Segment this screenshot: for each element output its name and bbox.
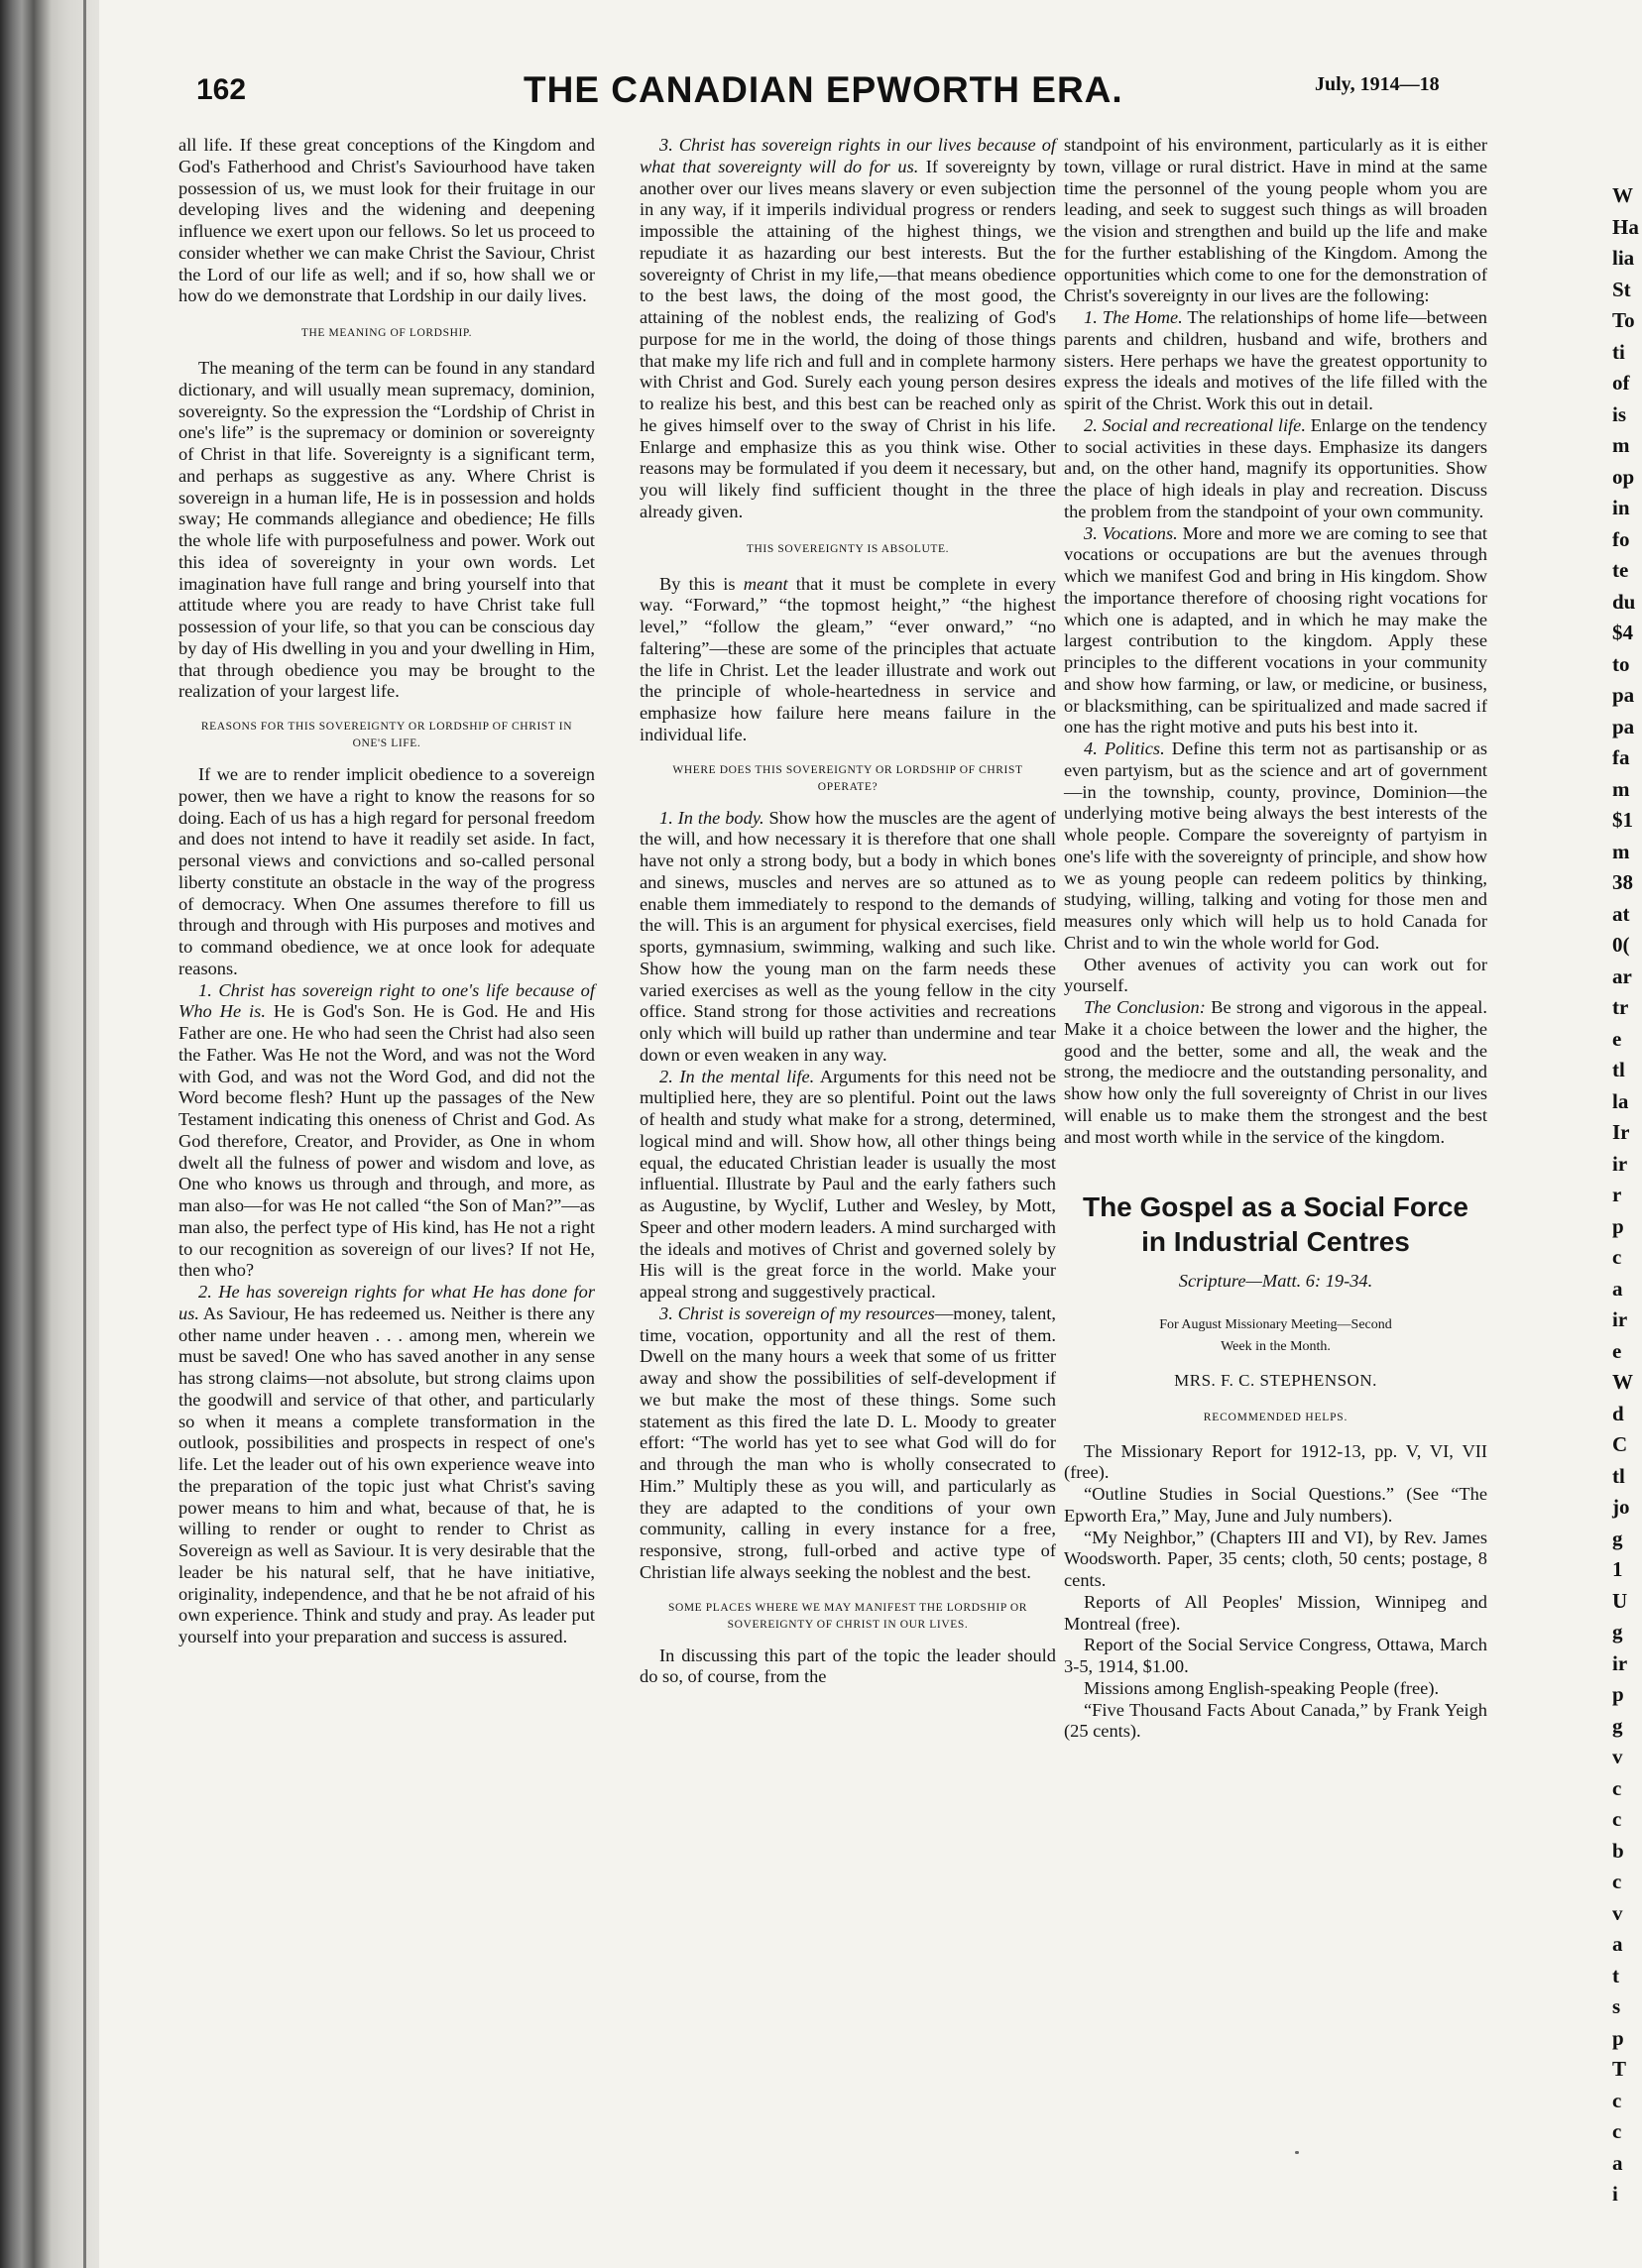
column-1	[178, 135, 595, 1648]
help-item: Reports of All Peoples' Mission, Winnipeg and Montreal (free).	[1064, 1591, 1487, 1634]
adjacent-page-fragment: fo	[1612, 526, 1630, 551]
adjacent-page-fragment: tl	[1612, 1058, 1625, 1081]
column-2	[640, 135, 1056, 1688]
adjacent-page-fragment: a	[1612, 1276, 1623, 1301]
column-3	[1064, 135, 1487, 1743]
paragraph	[178, 1282, 595, 1648]
paragraph-text: As Saviour, He has redeemed us. Neither is there any other name under heaven . . . among men, wherein we must be saved! One who has saved another in any sense has strong claims—not absolute, but strong claims upon the goodwill and service of that other, and particularly so when it means a complete transformation in the outlook, possibilities and prospects in respect of one's life. Let the leader out of his own experience weave into the preparation of the topic just what Christ's saving power means to him and what, because of that, he is willing to render or ought to render to Christ as Sovereign as well as Saviour. It is very desirable that the leader be his natural self, that he have initiative, originality, independence, and that he be not afraid of his own experience. Think and study and pray. As leader put yourself into your preparation and success is assured.	[178, 1303, 595, 1646]
adjacent-page-fragment: 1	[1612, 1557, 1623, 1581]
paragraph: Other avenues of activity you can work out for yourself.	[1064, 954, 1487, 996]
adjacent-page-fragment: Ha	[1612, 214, 1639, 239]
article-author: MRS. F. C. STEPHENSON.	[1174, 1371, 1377, 1390]
help-item: “Outline Studies in Social Questions.” (See “The Epworth Era,” May, June and July numbers).	[1064, 1484, 1487, 1526]
adjacent-page-fragment: r	[1612, 1183, 1622, 1206]
adjacent-page-fragment: du	[1612, 589, 1636, 614]
adjacent-page-fragment: U	[1612, 1588, 1628, 1613]
paragraph	[640, 135, 1056, 523]
paragraph-text: By this is	[659, 573, 744, 594]
paragraph-text: He is God's Son. He is God. He and His Father are one. He who had seen the Christ had also seen the Father. Was He not the Word, and was not the Word with God, and was not the Word God, and did not the Word become flesh? Hunt up the passages of the New Testament indicating this oneness of Christ and God. As God therefore, Creator, and Provider, as One in whom dwelt all the fulness of power and wisdom and love, as One who knows us through and through, and more, as man also—for was He not called “the Son of Man?”—as man also, the perfect type of His kind, has He not a right to our recognition as sovereign of our lives? If not He, then who?	[178, 1001, 595, 1281]
adjacent-page-fragment: m	[1612, 776, 1630, 801]
section-heading: REASONS FOR THIS SOVEREIGNTY OR LORDSHIP OF CHRIST IN ONE'S LIFE.	[200, 721, 573, 749]
adjacent-page-fragment: W	[1612, 1370, 1633, 1394]
paragraph	[640, 1067, 1056, 1304]
paragraph-text: Be strong and vigorous in the appeal. Make it a choice between the lower and the higher, the good and the better, some and all, the weak and the strong, the mediocre and the outstanding personality, and show how only the full sovereignty of Christ in our lives will enable us to make them the strongest and the best and most worth while in the service of the kingdom.	[1064, 997, 1487, 1147]
point-heading: 1. In the body.	[659, 807, 764, 828]
adjacent-page-fragment: g	[1612, 1713, 1623, 1738]
adjacent-page-fragment: lia	[1612, 246, 1635, 270]
adjacent-page-fragment: te	[1612, 558, 1629, 582]
help-item: The Missionary Report for 1912-13, pp. V, VI, VII (free).	[1064, 1440, 1487, 1483]
article-title	[1064, 1190, 1487, 1259]
paragraph: If we are to render implicit obedience to a sovereign power, then we have a right to know the reasons for so doing. Each of us has a high regard for personal freedom and does not intend to have it readily set aside. In fact, personal views and convictions and so-called personal liberty constitute an obstacle in the way of the progress of democracy. When One assumes therefore to fill us through and through with His purposes and motives and to command obedience, we at once look for adequate reasons.	[178, 764, 595, 978]
paragraph-text: Define this term not as partisanship or as even partyism, but as the science and art of government—in the township, county, province, Dominion—the underlying motive being always the best interests of the whole people. Compare the sovereignty of partyism in one's life with the sovereignty of principle, and show how we as young people can redeem politics by thinking, studying, willing, talking and voting for those men and measures only which will help us to hold Canada for Christ and to win the whole world for God.	[1064, 738, 1487, 953]
point-heading: The Conclusion:	[1084, 997, 1206, 1017]
paragraph-text: Show how the muscles are the agent of the will, and how necessary it is therefore that one shall have not only a strong body, but a body in which bones and sinews, muscles and nerves are so attuned as to enable them immediately to respond to the demands of the will. This is an argument for physical exercises, field sports, gymnasium, swimming, walking and such like. Show how the young man on the farm needs these varied exercises as well as the young fellow in the city office. Stand strong for those activities and recreations only which will build up rather than undermine and tear down or even weaken in any way.	[640, 807, 1056, 1065]
point-heading: 2. He has sovereign rights for what He has done for us.	[178, 1282, 595, 1323]
adjacent-page-fragment: g	[1612, 1620, 1623, 1644]
help-item: Missions among English-speaking People (free).	[1084, 1677, 1440, 1698]
adjacent-page-fragment: $4	[1612, 621, 1633, 644]
adjacent-page-fragment: 0(	[1612, 933, 1630, 957]
journal-title: THE CANADIAN EPWORTH ERA.	[524, 69, 1123, 110]
paragraph: The meaning of the term can be found in any standard dictionary, and will usually mean supremacy, dominion, sovereignty. So the expression the “Lordship of Christ in one's life” is the supremacy or dominion or sovereignty of Christ in that life. Sovereignty is a significant term, and perhaps as suggestive as any. Where Christ is sovereign in a human life, He is in possession and holds sway; He commands allegiance and obedience; He fills the whole life with purposefulness and power. Work out this idea of sovereignty in your own words. Let imagination have full range and bring yourself into that attitude where you are ready to have Christ take full possession of your life, so that you can be conscious day by day of His dwelling in you and your dwelling in Him, that through obedience you may be brought to the realization of your largest life.	[178, 358, 595, 702]
adjacent-page-fragment: v	[1612, 1745, 1623, 1768]
adjacent-page-fragment: la	[1612, 1088, 1629, 1113]
paper-speck	[1295, 2151, 1299, 2154]
adjacent-page-fragment: ar	[1612, 964, 1632, 988]
adjacent-page-fragment: op	[1612, 464, 1635, 489]
adjacent-page-fragment: a	[1612, 2150, 1623, 2175]
adjacent-page-fragment: St	[1612, 277, 1631, 301]
adjacent-page-fragment: c	[1612, 1807, 1622, 1831]
paragraph	[1064, 738, 1487, 955]
paragraph: all life. If these great conceptions of the Kingdom and God's Fatherhood and Christ's Saviourhood have taken possession of us, we must look for their fruitage in our developing lives and the widening and deepening influence we exert upon our fellows. So let us proceed to consider whether we can make Christ the Saviour, Christ the Lord of our life as well; and if so, how shall we or how do we demonstrate that Lordship in our daily lives.	[178, 135, 595, 306]
paragraph-text: —money, talent, time, vocation, opportunity and all the rest of them. Dwell on the many hours a week that some of us fritter away and show the possibilities of self-development if we but make the most of these things. Some such statement as this fired the late D. L. Moody to greater effort: “The world has yet to see what God will do for and through the man who is wholly consecrated to Him.” Multiply these as you will, and particularly as they are adapted to the conditions of your own community, calling in every instance for a free, responsive, strong, full-orbed and active type of Christian life always seeking the noblest and the best.	[640, 1303, 1056, 1582]
adjacent-page-fragment: is	[1612, 401, 1627, 426]
adjacent-page-fragment: c	[1612, 2119, 1622, 2143]
point-heading: 3. Vocations.	[1084, 522, 1178, 543]
adjacent-page-fragment: c	[1612, 1870, 1622, 1893]
adjacent-page-fragment: ir	[1612, 1151, 1628, 1176]
section-heading: THE MEANING OF LORDSHIP.	[300, 327, 473, 339]
adjacent-page-fragment: g	[1612, 1526, 1623, 1550]
adjacent-page-fragment: i	[1612, 2182, 1618, 2206]
paragraph: In discussing this part of the topic the leader should do so, of course, from the	[640, 1644, 1056, 1687]
adjacent-page-fragment: pa	[1612, 683, 1635, 707]
spine-line	[83, 0, 86, 2268]
adjacent-page-fragment: To	[1612, 308, 1635, 332]
adjacent-page-fragment: p	[1612, 1682, 1624, 1706]
point-heading: 3. Christ is sovereign of my resources	[659, 1303, 935, 1323]
adjacent-page-fragment: Ir	[1612, 1120, 1630, 1144]
adjacent-page-fragment: c	[1612, 2088, 1622, 2112]
paragraph-text: Enlarge on the tendency to social activities in these days. Emphasize its dangers and, on the other hand, magnify its opportunities. Show the place of high ideals in play and recreation. Discuss the problem from the standpoint of your own community.	[1064, 414, 1488, 521]
paragraph	[178, 980, 595, 1283]
adjacent-page-fragment: p	[1612, 2025, 1624, 2050]
adjacent-page-fragment: jo	[1612, 1495, 1630, 1519]
adjacent-page-fragment: in	[1612, 496, 1630, 519]
paragraph	[1064, 523, 1487, 739]
point-heading: 1. The Home.	[1084, 307, 1183, 327]
adjacent-page-fragment: T	[1612, 2057, 1627, 2081]
section-heading: WHERE DOES THIS SOVEREIGNTY OR LORDSHIP OF CHRIST OPERATE?	[672, 763, 1023, 793]
adjacent-page-fragment: to	[1612, 651, 1630, 676]
adjacent-page-fragment: c	[1612, 1245, 1622, 1269]
point-heading: 3. Christ has sovereign rights in our lives because of what that sovereignty will do for us.	[640, 135, 1056, 176]
article-title-line: in Industrial Centres	[1141, 1226, 1410, 1258]
paragraph	[1064, 307, 1487, 415]
page-number: 162	[196, 73, 247, 106]
paragraph-text: The relationships of home life—between parents and children, husband and wife, brothers and sisters. Here perhaps we have the greatest opportunity to express the ideals and motives of the life filled with the spirit of the Christ. Work this out in detail.	[1064, 307, 1488, 413]
subtitle-line: For August Missionary Meeting—Second	[1159, 1317, 1392, 1332]
point-heading: 2. In the mental life.	[659, 1066, 815, 1086]
adjacent-page-fragment: of	[1612, 371, 1630, 395]
adjacent-page-fragment: m	[1612, 433, 1630, 457]
paragraph-text: If sovereignty by another over our lives means slavery or even subjection in any way, if it imperils individual progress or renders impossible the attaining of the highest things, we repudiate it as hazarding our best interests. But the sovereignty of Christ in my life,—that means obedience to the best laws, the doing of the most good, the attaining of the noblest ends, the realizing of God's purpose for me in the world, the doing of those things that make my life rich and full and in complete harmony with Christ and God. Surely each young person desires to realize his best, and this best can be reached only as he gives himself over to the sway of Christ in his life. Enlarge and emphasize this as you think wise. Other reasons may be formulated if you deem it necessary, but you will likely find sufficient thought in the three already given.	[640, 156, 1056, 521]
adjacent-page-fragment: m	[1612, 839, 1630, 863]
adjacent-page-fragment: 38	[1612, 870, 1633, 894]
adjacent-page-fragment: ir	[1612, 1307, 1628, 1331]
emphasis: meant	[743, 573, 788, 594]
paragraph	[1064, 415, 1487, 523]
paragraph	[640, 574, 1056, 746]
adjacent-page-fragment: e	[1612, 1338, 1622, 1363]
point-heading: 2. Social and recreational life.	[1084, 414, 1306, 435]
adjacent-page-fragment: fa	[1612, 745, 1630, 769]
scripture-reference: Scripture—Matt. 6: 19-34.	[1178, 1271, 1373, 1292]
help-item: “Five Thousand Facts About Canada,” by Frank Yeigh (25 cents).	[1064, 1699, 1487, 1742]
adjacent-page-fragment: C	[1612, 1432, 1628, 1456]
paragraph-text: that it must be complete in every way. “Forward,” “the topmost height,” “the highest level,” “follow the gleam,” “ever onward,” “no faltering”—these are some of the principles that actuate the life in Christ. Let the leader illustrate and work out the principle of whole-heartedness in service and emphasize how failure here means failure in the individual life.	[640, 573, 1056, 744]
paragraph: standpoint of his environment, particularly as it is either town, village or rural district. Have in mind at the same time the personnel of the young people whom you are leading, and seek to suggest such things as will broaden the vision and strengthen and build up the life and make for the further establishing of the Kingdom. Among the opportunities which come to one for the demonstration of Christ's sovereignty in our lives are the following:	[1064, 135, 1487, 306]
helps-heading: RECOMMENDED HELPS.	[1203, 1411, 1349, 1423]
adjacent-page-fragment: v	[1612, 1900, 1623, 1925]
paragraph-text: Arguments for this need not be multiplied here, they are so plentiful. Point out the laws of health and study what make for a strong, determined, logical mind and will. Show how, all other things being equal, the educated Christian leader is usually the most influential. Illustrate by Paul and the early fathers such as Augustine, by Wyclif, Luther and Wesley, by Mott, Speer and other modern leaders. A mind surcharged with the ideals and motives of Christ and governed solely by His will is the great force in the world. Make your appeal strong and suggestively practical.	[640, 1066, 1056, 1302]
point-heading: 1. Christ has sovereign right to one's life because of Who He is.	[178, 979, 595, 1022]
section-heading: THIS SOVEREIGNTY IS ABSOLUTE.	[746, 542, 950, 555]
point-heading: 4. Politics.	[1084, 738, 1165, 758]
adjacent-page-fragment: ir	[1612, 1650, 1628, 1675]
adjacent-page-fragment: tl	[1612, 1463, 1625, 1488]
adjacent-page-fragment: t	[1612, 1963, 1619, 1987]
paragraph	[1064, 997, 1487, 1148]
article-title-line: The Gospel as a Social Force	[1082, 1191, 1469, 1223]
paragraph	[640, 1304, 1056, 1584]
subtitle-line: Week in the Month.	[1221, 1339, 1331, 1354]
paragraph	[640, 808, 1056, 1067]
help-item: “My Neighbor,” (Chapters III and VI), by Rev. James Woodsworth. Paper, 35 cents; cloth, 50 cents; postage, 8 cents.	[1064, 1527, 1487, 1590]
adjacent-page-fragment: a	[1612, 1932, 1623, 1956]
adjacent-page-fragment: p	[1612, 1213, 1624, 1238]
adjacent-page-fragment: tr	[1612, 995, 1629, 1019]
help-item: Report of the Social Service Congress, Ottawa, March 3-5, 1914, $1.00.	[1064, 1635, 1487, 1676]
adjacent-page-fragment: ti	[1612, 339, 1625, 364]
adjacent-page-fragment: W	[1612, 183, 1633, 207]
adjacent-page-fragment: d	[1612, 1401, 1624, 1425]
paragraph-text: More and more we are coming to see that vocations or occupations are but the avenues through which we manifest God and bring in His kingdom. Show the importance therefore of choosing right vocations for which one is adapted, and in which he may make the largest contribution to the kingdom. Apply these principles to the different vocations in your community and show how farming, or law, or medicine, or business, or blacksmithing, can be spiritualized and made sacred if one has the right motive and puts his best into it.	[1064, 522, 1487, 737]
issue-date: July, 1914—18	[1315, 73, 1440, 95]
adjacent-page-fragment: s	[1612, 1994, 1621, 2018]
adjacent-page-fragment: $1	[1612, 808, 1633, 832]
adjacent-page-fragment: c	[1612, 1775, 1622, 1800]
adjacent-page-fragment: e	[1612, 1026, 1622, 1051]
adjacent-page-fragment: at	[1612, 901, 1630, 926]
adjacent-page-fragment: b	[1612, 1838, 1624, 1863]
section-heading: SOME PLACES WHERE WE MAY MANIFEST THE LORDSHIP OR SOVEREIGNTY OF CHRIST IN OUR LIVES.	[667, 1601, 1028, 1631]
meeting-subtitle	[1064, 1314, 1487, 1358]
adjacent-page-fragment: pa	[1612, 714, 1635, 738]
